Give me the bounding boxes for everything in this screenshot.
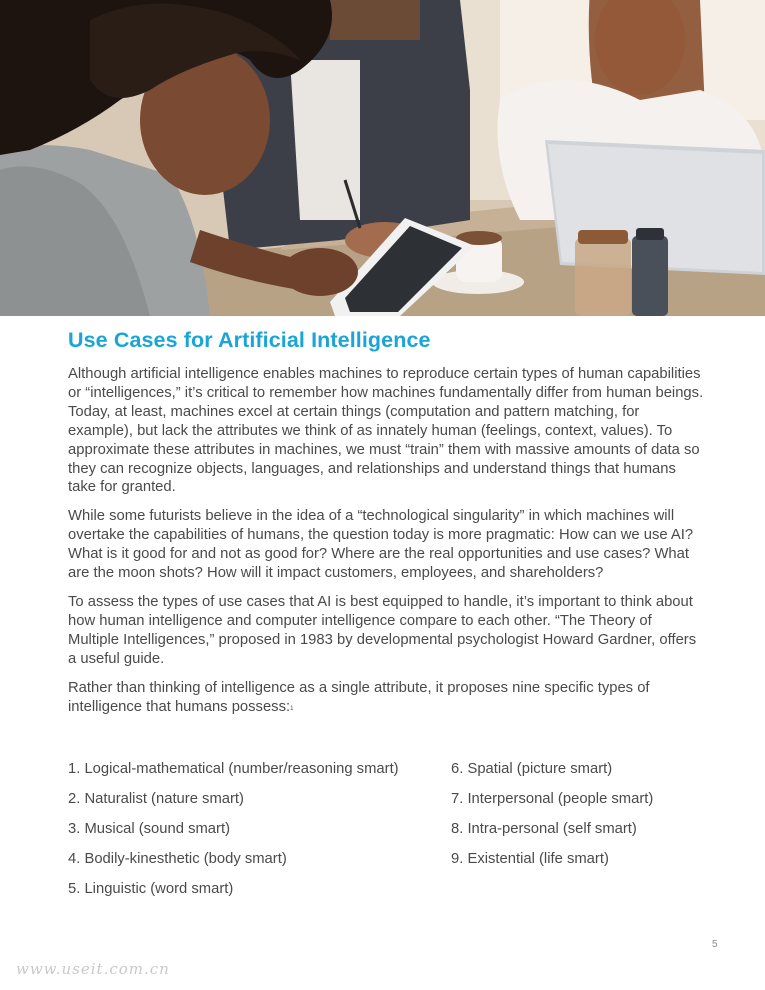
list-item: 4. Bodily-kinesthetic (body smart): [68, 851, 287, 867]
paragraph-singularity: While some futurists believe in the idea of a “technological singularity” in which machines will overtake the capabilities of humans, the question today is more pragmatic: How can we use AI? What is it good for and not as good for? Where are the real opportunities and use cases? What are the moon shots? How will it impact customers, employees, and shareholders?: [68, 508, 694, 582]
paragraph-nine-types: [68, 679, 704, 717]
paragraph-nine-types-text: Rather than thinking of intelligence as a single attribute, it proposes nine specific types of intelligence that humans possess:: [68, 679, 650, 715]
list-item: 2. Naturalist (nature smart): [68, 791, 244, 807]
hero-photo: [0, 0, 765, 316]
list-item-empty: [451, 880, 708, 898]
list-item: 7. Interpersonal (people smart): [451, 791, 654, 807]
list-item: 8. Intra-personal (self smart): [451, 821, 637, 837]
list-item: 1. Logical-mathematical (number/reasoning smart): [68, 761, 399, 777]
paragraph-assess: To assess the types of use cases that AI is best equipped to handle, it’s important to think about how human intelligence and computer intelligence compare to each other. “The Theory of Multiple Intelligences,” proposed in 1983 by developmental psychologist Howard Gardner, offers a useful guide.: [68, 593, 697, 667]
section-heading: Use Cases for Artificial Intelligence: [68, 328, 431, 352]
list-item: 3. Musical (sound smart): [68, 821, 230, 837]
intelligences-list: [68, 760, 708, 898]
list-item: 5. Linguistic (word smart): [68, 881, 234, 897]
page-number: 5: [712, 939, 718, 950]
hero-illustration: [0, 0, 765, 316]
footnote-marker: 1: [290, 705, 294, 712]
list-item: 6. Spatial (picture smart): [451, 761, 613, 777]
paragraph-intro: Although artificial intelligence enables machines to reproduce certain types of human capabilities or “intelligences,” it’s critical to remember how machines fundamentally differ from human beings. Today, at least, machines excel at certain things (computation and pattern matching, for example), but lack the attributes we think of as innately human (feelings, context, values). To approximate these attributes in machines, we must “train” them with massive amounts of data so they can recognize objects, languages, and relationships and understand things that humans take for granted.: [68, 366, 704, 496]
list-item: 9. Existential (life smart): [451, 851, 609, 867]
article-body: [68, 328, 704, 726]
watermark: www.useit.com.cn: [16, 960, 170, 978]
